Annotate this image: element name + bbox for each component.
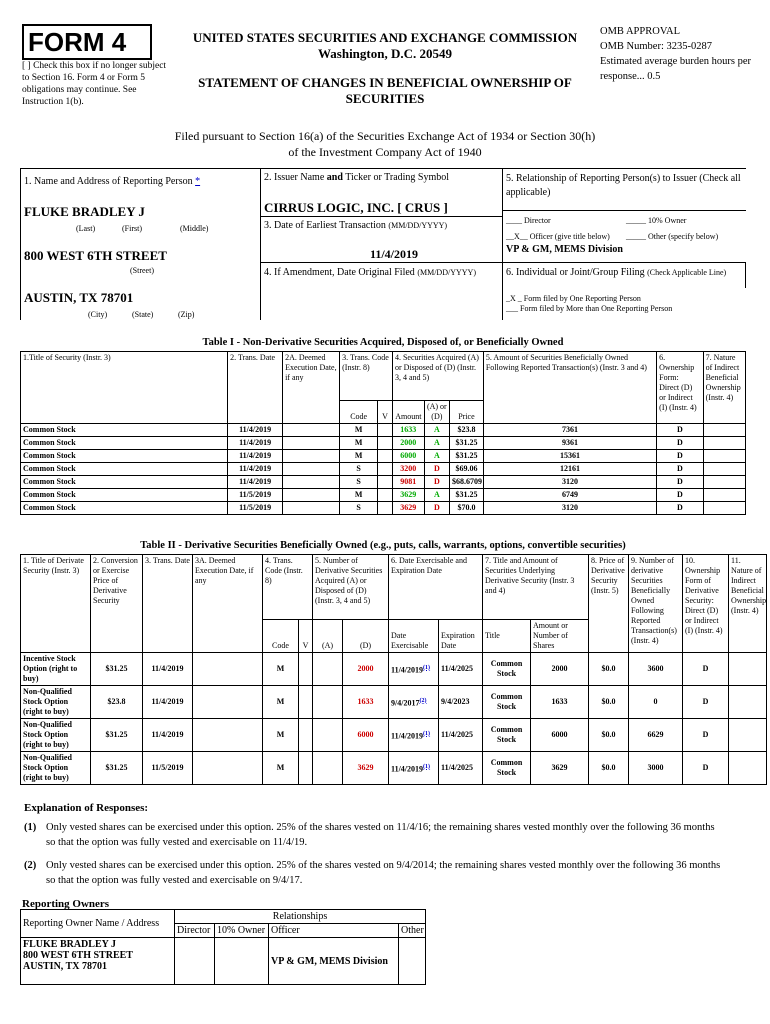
t2-date-ex-value: 11/4/2019: [391, 731, 424, 741]
t2-h-price: 2. Conversion or Exercise Price of Derivative Security: [91, 555, 143, 653]
t1-owned: 6749: [483, 489, 656, 502]
table2-row: [21, 653, 767, 686]
ten-percent-owner-checkbox[interactable]: _____ 10% Owner: [626, 216, 687, 225]
t1-h-form: 6. Ownership Form: Direct (D) or Indirect (I) (Instr. 4): [657, 352, 703, 424]
t2-underlying-title: Common Stock: [483, 686, 531, 719]
t2-h-code: 4. Trans. Code (Instr. 8): [263, 555, 313, 620]
t2-v: [299, 719, 313, 752]
t2-trans-code: M: [263, 653, 299, 686]
filed-pursuant: Filed pursuant to Section 16(a) of the Securities Exchange Act of 1934 or Section 30(h) of the Investment Company Act of 1940: [174, 129, 596, 159]
t2-conversion-price: $31.25: [91, 653, 143, 686]
t1-a-or-d: D: [424, 463, 449, 476]
t1-form: D: [657, 450, 703, 463]
ro-h-relationships: Relationships: [175, 910, 426, 924]
t1-deemed-date: [283, 437, 340, 450]
t1-v: [378, 502, 393, 515]
t1-price: $69.06: [450, 463, 484, 476]
ro-h-officer: Officer: [269, 924, 399, 938]
state-label: (State): [132, 310, 154, 319]
t2-disposed: 2000: [343, 653, 389, 686]
t1-nature: [703, 463, 745, 476]
t2-disposed: 6000: [343, 719, 389, 752]
t2-underlying-shares: 6000: [531, 719, 589, 752]
t2-nature: [729, 653, 767, 686]
t2-deriv-price: $0.0: [589, 653, 629, 686]
t2-form: D: [683, 719, 729, 752]
t1-owned: 3120: [483, 476, 656, 489]
t1-price: $23.8: [450, 424, 484, 437]
t1-price: $68.6709: [450, 476, 484, 489]
t1-security-title: Common Stock: [21, 502, 228, 515]
t2-trans-code: M: [263, 686, 299, 719]
t2-h-code-sub: Code: [263, 620, 299, 653]
form-title-box: [22, 24, 152, 60]
t2-date-ex-value: 11/4/2019: [391, 764, 424, 774]
t2-security-title: Incentive Stock Option (right to buy): [21, 653, 91, 686]
table1-row: [21, 450, 746, 463]
t1-amount: 3629: [392, 502, 424, 515]
t2-form: D: [683, 653, 729, 686]
amendment-label: 4. If Amendment, Date Original Filed (MM/DD/YYYY): [264, 267, 476, 278]
t2-deriv-price: $0.0: [589, 752, 629, 785]
city-state-zip: AUSTIN, TX 78701: [24, 290, 134, 305]
explanation-note: [24, 858, 724, 888]
t1-trans-code: M: [340, 437, 378, 450]
t2-underlying-shares: 3629: [531, 752, 589, 785]
t1-nature: [703, 476, 745, 489]
more-person-checkbox[interactable]: ___ Form filed by More than One Reporting Person: [506, 304, 673, 313]
non-derivative-table: [20, 351, 746, 515]
t2-security-title: Non-Qualified Stock Option (right to buy): [21, 719, 91, 752]
t2-h-ttl: Title: [483, 620, 531, 653]
note-text: Only vested shares can be exercised under this option. 25% of the shares vested on 9/4/2014; the remaining shares vested monthly over the following 36 months so that the option was fully vested and exercisable on 9/4/17.: [46, 860, 721, 886]
t1-deemed-date: [283, 450, 340, 463]
note-text: Only vested shares can be exercised under this option. 25% of the shares vested on 11/4/16; the remaining shares vested monthly over the following 36 months so that the option was fully vested and exercisable on 11/4/19.: [46, 822, 715, 848]
t2-h-v: V: [299, 620, 313, 653]
form-title: FORM 4: [28, 27, 127, 57]
issuer-label: 2. Issuer Name and Ticker or Trading Symbol: [264, 172, 450, 183]
t1-v: [378, 450, 393, 463]
t1-trans-date: 11/5/2019: [228, 489, 283, 502]
t1-h-date: 2. Trans. Date: [228, 352, 283, 424]
t1-security-title: Common Stock: [21, 463, 228, 476]
t2-conversion-price: $31.25: [91, 719, 143, 752]
t2-date-exercisable: [389, 653, 439, 686]
t1-h-aord: (A) or (D): [424, 401, 449, 424]
t2-form: D: [683, 752, 729, 785]
ro-h-name: Reporting Owner Name / Address: [21, 910, 175, 938]
t2-deriv-price: $0.0: [589, 719, 629, 752]
table2-row: [21, 752, 767, 785]
t1-price: $31.25: [450, 489, 484, 502]
t2-deriv-price: $0.0: [589, 686, 629, 719]
t1-price: $31.25: [450, 437, 484, 450]
t1-form: D: [657, 424, 703, 437]
ro-h-10pct: 10% Owner: [215, 924, 269, 938]
t2-owned: 0: [629, 686, 683, 719]
t2-footnote-link[interactable]: (1): [423, 664, 431, 671]
t2-v: [299, 653, 313, 686]
t1-nature: [703, 450, 745, 463]
t1-trans-date: 11/4/2019: [228, 476, 283, 489]
relationship-label: 5. Relationship of Reporting Person(s) to Issuer (Check all applicable): [506, 173, 741, 198]
agency-name: UNITED STATES SECURITIES AND EXCHANGE COMMISSION: [192, 30, 578, 45]
t1-h-code-sub: Code: [340, 401, 378, 424]
t2-h-amt: Amount or Number of Shares: [531, 620, 589, 653]
t1-price: $70.0: [450, 502, 484, 515]
t1-amount: 1633: [392, 424, 424, 437]
reporting-person-section: [20, 168, 746, 320]
t1-a-or-d: D: [424, 476, 449, 489]
filing-type-label: 6. Individual or Joint/Group Filing (Check Applicable Line): [506, 267, 727, 278]
t2-h-deemed: 3A. Deemed Execution Date, if any: [193, 555, 263, 653]
statement-title: STATEMENT OF CHANGES IN BENEFICIAL OWNERSHIP OF SECURITIES: [198, 75, 572, 106]
t2-v: [299, 686, 313, 719]
t1-deemed-date: [283, 489, 340, 502]
t1-security-title: Common Stock: [21, 476, 228, 489]
omb-approval-title: OMB APPROVAL: [600, 26, 681, 37]
t1-form: D: [657, 502, 703, 515]
t2-conversion-price: $31.25: [91, 752, 143, 785]
t1-owned: 15361: [483, 450, 656, 463]
t1-a-or-d: A: [424, 424, 449, 437]
t2-underlying-shares: 2000: [531, 653, 589, 686]
footnote-asterisk[interactable]: *: [195, 176, 201, 187]
t1-h-amount: Amount: [392, 401, 424, 424]
t2-h-owned: 9. Number of derivative Securities Beneficially Owned Following Reported Transaction(s) (Instr. 4): [629, 555, 683, 653]
t2-h-underlying: 7. Title and Amount of Securities Underlying Derivative Security (Instr. 3 and 4): [483, 555, 589, 620]
ro-10pct-cell: [215, 938, 269, 985]
t1-trans-code: S: [340, 463, 378, 476]
t2-h-deriv-price: 8. Price of Derivative Security (Instr. 5): [589, 555, 629, 653]
t1-amount: 3629: [392, 489, 424, 502]
t1-nature: [703, 502, 745, 515]
t2-disposed: 1633: [343, 686, 389, 719]
t2-trans-date: 11/4/2019: [143, 719, 193, 752]
t1-v: [378, 476, 393, 489]
t2-h-form: 10. Ownership Form of Derivative Security: Direct (D) or Indirect (I) (Instr. 4): [683, 555, 729, 653]
t1-security-title: Common Stock: [21, 450, 228, 463]
t1-price: $31.25: [450, 450, 484, 463]
t2-h-date: 3. Trans. Date: [143, 555, 193, 653]
derivative-table: [20, 554, 767, 785]
table1-row: [21, 424, 746, 437]
t1-h-code: 3. Trans. Code (Instr. 8): [340, 352, 393, 401]
t2-owned: 6629: [629, 719, 683, 752]
t1-v: [378, 424, 393, 437]
t2-v: [299, 752, 313, 785]
omb-burden: Estimated average burden hours per response... 0.5: [600, 56, 752, 82]
table1-title: Table I - Non-Derivative Securities Acquired, Disposed of, or Beneficially Owned: [202, 337, 564, 348]
t1-owned: 7361: [483, 424, 656, 437]
middle-label: (Middle): [180, 224, 209, 233]
t2-date-exercisable: [389, 752, 439, 785]
reporting-person-label: 1. Name and Address of Reporting Person *: [24, 176, 201, 187]
t2-trans-date: 11/4/2019: [143, 686, 193, 719]
t2-deemed-date: [193, 719, 263, 752]
ro-officer-cell: VP & GM, MEMS Division: [269, 938, 399, 985]
t1-owned: 12161: [483, 463, 656, 476]
ro-owner-name: FLUKE BRADLEY J: [23, 939, 116, 950]
table2-row: [21, 686, 767, 719]
table2-row: [21, 719, 767, 752]
t2-acquired: [313, 686, 343, 719]
t1-v: [378, 437, 393, 450]
t2-conversion-price: $23.8: [91, 686, 143, 719]
t1-h-nature: 7. Nature of Indirect Beneficial Ownership (Instr. 4): [703, 352, 745, 424]
t2-deemed-date: [193, 653, 263, 686]
t2-disposed: 3629: [343, 752, 389, 785]
t2-h-title: 1. Title of Derivate Security (Instr. 3): [21, 555, 91, 653]
one-person-checkbox[interactable]: _X _ Form filed by One Reporting Person: [506, 294, 641, 303]
ro-owner-cell: [21, 938, 175, 985]
t1-h-title: 1.Title of Security (Instr. 3): [21, 352, 228, 424]
t1-trans-code: S: [340, 502, 378, 515]
director-checkbox[interactable]: ____ Director: [506, 216, 551, 225]
table1-row: [21, 437, 746, 450]
t2-date-exercisable: [389, 686, 439, 719]
t1-a-or-d: D: [424, 502, 449, 515]
t1-owned: 3120: [483, 502, 656, 515]
last-label: (Last): [76, 224, 96, 233]
t2-footnote-link[interactable]: (2): [419, 697, 427, 704]
t1-security-title: Common Stock: [21, 437, 228, 450]
t2-h-number: 5. Number of Derivative Securities Acquired (A) or Disposed of (D) (Instr. 3, 4 and 5): [313, 555, 389, 620]
earliest-transaction-date: 11/4/2019: [370, 247, 419, 261]
t2-acquired: [313, 719, 343, 752]
t1-amount: 3200: [392, 463, 424, 476]
t1-v: [378, 489, 393, 502]
issuer-name: CIRRUS LOGIC, INC. [ CRUS ]: [264, 200, 448, 215]
ro-h-other: Other: [399, 924, 426, 938]
t1-owned: 9361: [483, 437, 656, 450]
t1-a-or-d: A: [424, 450, 449, 463]
t1-trans-code: S: [340, 476, 378, 489]
t1-deemed-date: [283, 502, 340, 515]
street-address: 800 WEST 6TH STREET: [24, 248, 167, 263]
t1-form: D: [657, 437, 703, 450]
t2-date-ex-value: 9/4/2017: [391, 698, 420, 708]
t2-security-title: Non-Qualified Stock Option (right to buy): [21, 686, 91, 719]
t1-deemed-date: [283, 476, 340, 489]
explanation-notes: [24, 820, 724, 896]
t1-nature: [703, 424, 745, 437]
t2-nature: [729, 719, 767, 752]
t1-a-or-d: A: [424, 437, 449, 450]
t2-expiration: 9/4/2023: [439, 686, 483, 719]
reporting-person-name: FLUKE BRADLEY J: [24, 204, 145, 219]
t2-footnote-link[interactable]: (1): [423, 763, 431, 770]
t1-trans-code: M: [340, 450, 378, 463]
officer-checkbox[interactable]: __X__ Officer (give title below): [506, 232, 610, 241]
agency-city: Washington, D.C. 20549: [318, 46, 452, 61]
t2-form: D: [683, 686, 729, 719]
no-longer-subject-checkbox[interactable]: [ ] Check this box if no longer subject to Section 16. Form 4 or Form 5 obligations may continue. See Instruction 1(b).: [22, 61, 167, 107]
t2-h-exp: Expiration Date: [439, 620, 483, 653]
t2-date-ex-value: 11/4/2019: [391, 665, 424, 675]
table1-row: [21, 502, 746, 515]
t2-h-exercisable: 6. Date Exercisable and Expiration Date: [389, 555, 483, 620]
first-label: (First): [122, 224, 142, 233]
t1-nature: [703, 437, 745, 450]
t1-h-v: V: [378, 401, 393, 424]
t2-trans-date: 11/4/2019: [143, 653, 193, 686]
t1-h-acquired: 4. Securities Acquired (A) or Disposed of (D) (Instr. 3, 4 and 5): [392, 352, 483, 401]
t2-deemed-date: [193, 752, 263, 785]
t1-h-owned: 5. Amount of Securities Beneficially Owned Following Reported Transaction(s) (Instr. 3 and 4): [483, 352, 656, 424]
t2-expiration: 11/4/2025: [439, 719, 483, 752]
t2-nature: [729, 752, 767, 785]
t1-trans-date: 11/4/2019: [228, 437, 283, 450]
table1-row: [21, 463, 746, 476]
t1-v: [378, 463, 393, 476]
t2-expiration: 11/4/2025: [439, 653, 483, 686]
t2-trans-code: M: [263, 719, 299, 752]
note-number: (2): [24, 860, 37, 871]
city-label: (City): [88, 310, 108, 319]
t2-underlying-shares: 1633: [531, 686, 589, 719]
t2-h-nature: 11. Nature of Indirect Beneficial Ownership (Instr. 4): [729, 555, 767, 653]
t2-owned: 3600: [629, 653, 683, 686]
t1-form: D: [657, 463, 703, 476]
t1-deemed-date: [283, 424, 340, 437]
explanation-title: Explanation of Responses:: [24, 802, 149, 814]
table1-row: [21, 489, 746, 502]
other-checkbox[interactable]: _____ Other (specify below): [626, 232, 719, 241]
note-number: (1): [24, 822, 37, 833]
t2-h-d: (D): [343, 620, 389, 653]
ro-other-cell: [399, 938, 426, 985]
street-label: (Street): [130, 266, 154, 275]
t1-trans-date: 11/4/2019: [228, 424, 283, 437]
t1-amount: 2000: [392, 437, 424, 450]
t2-acquired: [313, 752, 343, 785]
t1-form: D: [657, 476, 703, 489]
t1-trans-date: 11/4/2019: [228, 450, 283, 463]
t2-nature: [729, 686, 767, 719]
t1-security-title: Common Stock: [21, 424, 228, 437]
t2-underlying-title: Common Stock: [483, 653, 531, 686]
t1-trans-code: M: [340, 489, 378, 502]
t2-h-a: (A): [313, 620, 343, 653]
t2-trans-date: 11/5/2019: [143, 752, 193, 785]
earliest-transaction-label: 3. Date of Earliest Transaction (MM/DD/YYYY): [264, 220, 448, 231]
t2-owned: 3000: [629, 752, 683, 785]
table1-row: [21, 476, 746, 489]
t2-footnote-link[interactable]: (1): [423, 730, 431, 737]
t2-deemed-date: [193, 686, 263, 719]
t2-security-title: Non-Qualified Stock Option (right to buy): [21, 752, 91, 785]
t1-h-deemed: 2A. Deemed Execution Date, if any: [283, 352, 340, 424]
t1-security-title: Common Stock: [21, 489, 228, 502]
t1-nature: [703, 489, 745, 502]
t1-a-or-d: A: [424, 489, 449, 502]
reporting-owners-table: [20, 909, 426, 985]
t2-h-date-ex: Date Exercisable: [389, 620, 439, 653]
t1-trans-date: 11/5/2019: [228, 502, 283, 515]
t1-trans-code: M: [340, 424, 378, 437]
t2-expiration: 11/4/2025: [439, 752, 483, 785]
t1-deemed-date: [283, 463, 340, 476]
t2-acquired: [313, 653, 343, 686]
omb-number: OMB Number: 3235-0287: [600, 41, 712, 52]
table2-title: Table II - Derivative Securities Beneficially Owned (e.g., puts, calls, warrants, options, convertible securities): [140, 540, 626, 551]
ro-owner-addr1: 800 WEST 6TH STREET: [23, 950, 133, 961]
t1-amount: 9081: [392, 476, 424, 489]
t2-underlying-title: Common Stock: [483, 719, 531, 752]
t1-h-price: Price: [450, 401, 484, 424]
t2-date-exercisable: [389, 719, 439, 752]
explanation-note: [24, 820, 724, 850]
t1-form: D: [657, 489, 703, 502]
t1-amount: 6000: [392, 450, 424, 463]
ro-h-director: Director: [175, 924, 215, 938]
t2-underlying-title: Common Stock: [483, 752, 531, 785]
omb-approval: [600, 24, 760, 84]
ro-owner-addr2: AUSTIN, TX 78701: [23, 961, 107, 972]
t1-trans-date: 11/4/2019: [228, 463, 283, 476]
zip-label: (Zip): [178, 310, 195, 319]
t2-trans-code: M: [263, 752, 299, 785]
officer-title: VP & GM, MEMS Division: [506, 244, 623, 255]
reporting-owners-title: Reporting Owners: [22, 898, 110, 910]
ro-director-cell: [175, 938, 215, 985]
